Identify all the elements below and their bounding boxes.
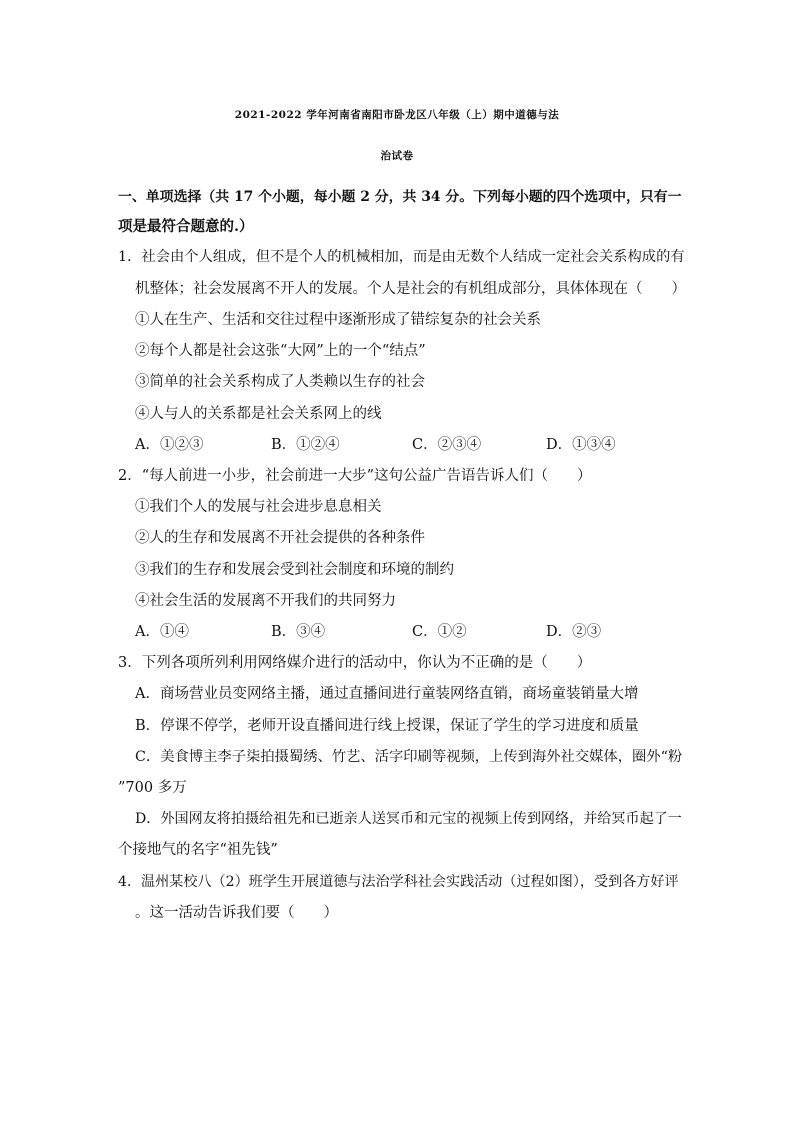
q3-option-b: B．停课不停学，老师开设直播间进行线上授课，保证了学生的学习进度和质量	[135, 718, 639, 734]
q1-option-a: A．①②③	[135, 437, 204, 453]
q2-item: ①我们个人的发展与社会进步息息相关	[135, 499, 382, 515]
q1-option-b: B．①②④	[271, 437, 340, 453]
q2-item: ②人的生存和发展离不开社会提供的各种条件	[135, 530, 425, 546]
q2-option-d: D．②③	[546, 624, 602, 640]
q3-option-a: A．商场营业员变网络主播，通过直播间进行童装网络直销，商场童装销量大增	[135, 686, 639, 702]
q3-option-d-line2: 个接地气的名字“祖先钱”	[118, 842, 278, 858]
q1-item: ③简单的社会关系构成了人类赖以生存的社会	[135, 374, 425, 390]
q2-item: ③我们的生存和发展会受到社会制度和环境的制约	[135, 562, 454, 578]
q3-option-c-line2: ”700 多万	[118, 780, 187, 796]
exam-title-line2: 治试卷	[380, 150, 414, 162]
q2-option-c: C．①②	[412, 624, 467, 640]
q2-stem: 2．“每人前进一小步，社会前进一大步”这句公益广告语告诉人们（ ）	[118, 468, 592, 484]
q1-item: ④人与人的关系都是社会关系网上的线	[135, 406, 382, 422]
q2-options	[135, 622, 655, 642]
q3-option-c-line1: C．美食博主李子柒拍摄蜀绣、竹艺、活字印刷等视频，上传到海外社交媒体，圈外“粉	[135, 749, 683, 765]
exam-title-line1: 2021-2022 学年河南省南阳市卧龙区八年级（上）期中道德与法	[234, 109, 560, 121]
q1-option-c: C．②③④	[412, 437, 482, 453]
section-header-line1: 一、单项选择（共 17 个小题，每小题 2 分，共 34 分。下列每小题的四个选项中，只有一	[118, 189, 682, 205]
q1-stem-line1: 1．社会由个人组成，但不是个人的机械相加，而是由无数个人结成一定社会关系构成的有	[118, 249, 685, 265]
q1-item: ①人在生产、生活和交往过程中逐渐形成了错综复杂的社会关系	[135, 312, 541, 328]
q4-stem-line1: 4．温州某校八（2）班学生开展道德与法治学科社会实践活动（过程如图），受到各方好评	[118, 874, 679, 890]
q1-stem-line2: 机整体；社会发展离不开人的发展。个人是社会的有机组成部分，具体体现在（ ）	[135, 281, 686, 297]
q2-option-b: B．③④	[271, 624, 326, 640]
section-header-line2: 项是最符合题意的.）	[118, 218, 254, 235]
q4-stem-line2: 。这一活动告诉我们要（ ）	[135, 905, 338, 921]
q2-option-a: A．①④	[135, 624, 189, 640]
q1-item: ②每个人都是社会这张“大网”上的一个“结点”	[135, 343, 426, 359]
q3-option-d-line1: D．外国网友将拍摄给祖先和已逝亲人送冥币和元宝的视频上传到网络，并给冥币起了一	[135, 811, 682, 827]
q3-stem: 3．下列各项所列利用网络媒介进行的活动中，你认为不正确的是（ ）	[118, 655, 592, 671]
q1-option-d: D．①③④	[546, 437, 616, 453]
q1-options	[135, 435, 655, 455]
q2-item: ④社会生活的发展离不开我们的共同努力	[135, 593, 396, 609]
